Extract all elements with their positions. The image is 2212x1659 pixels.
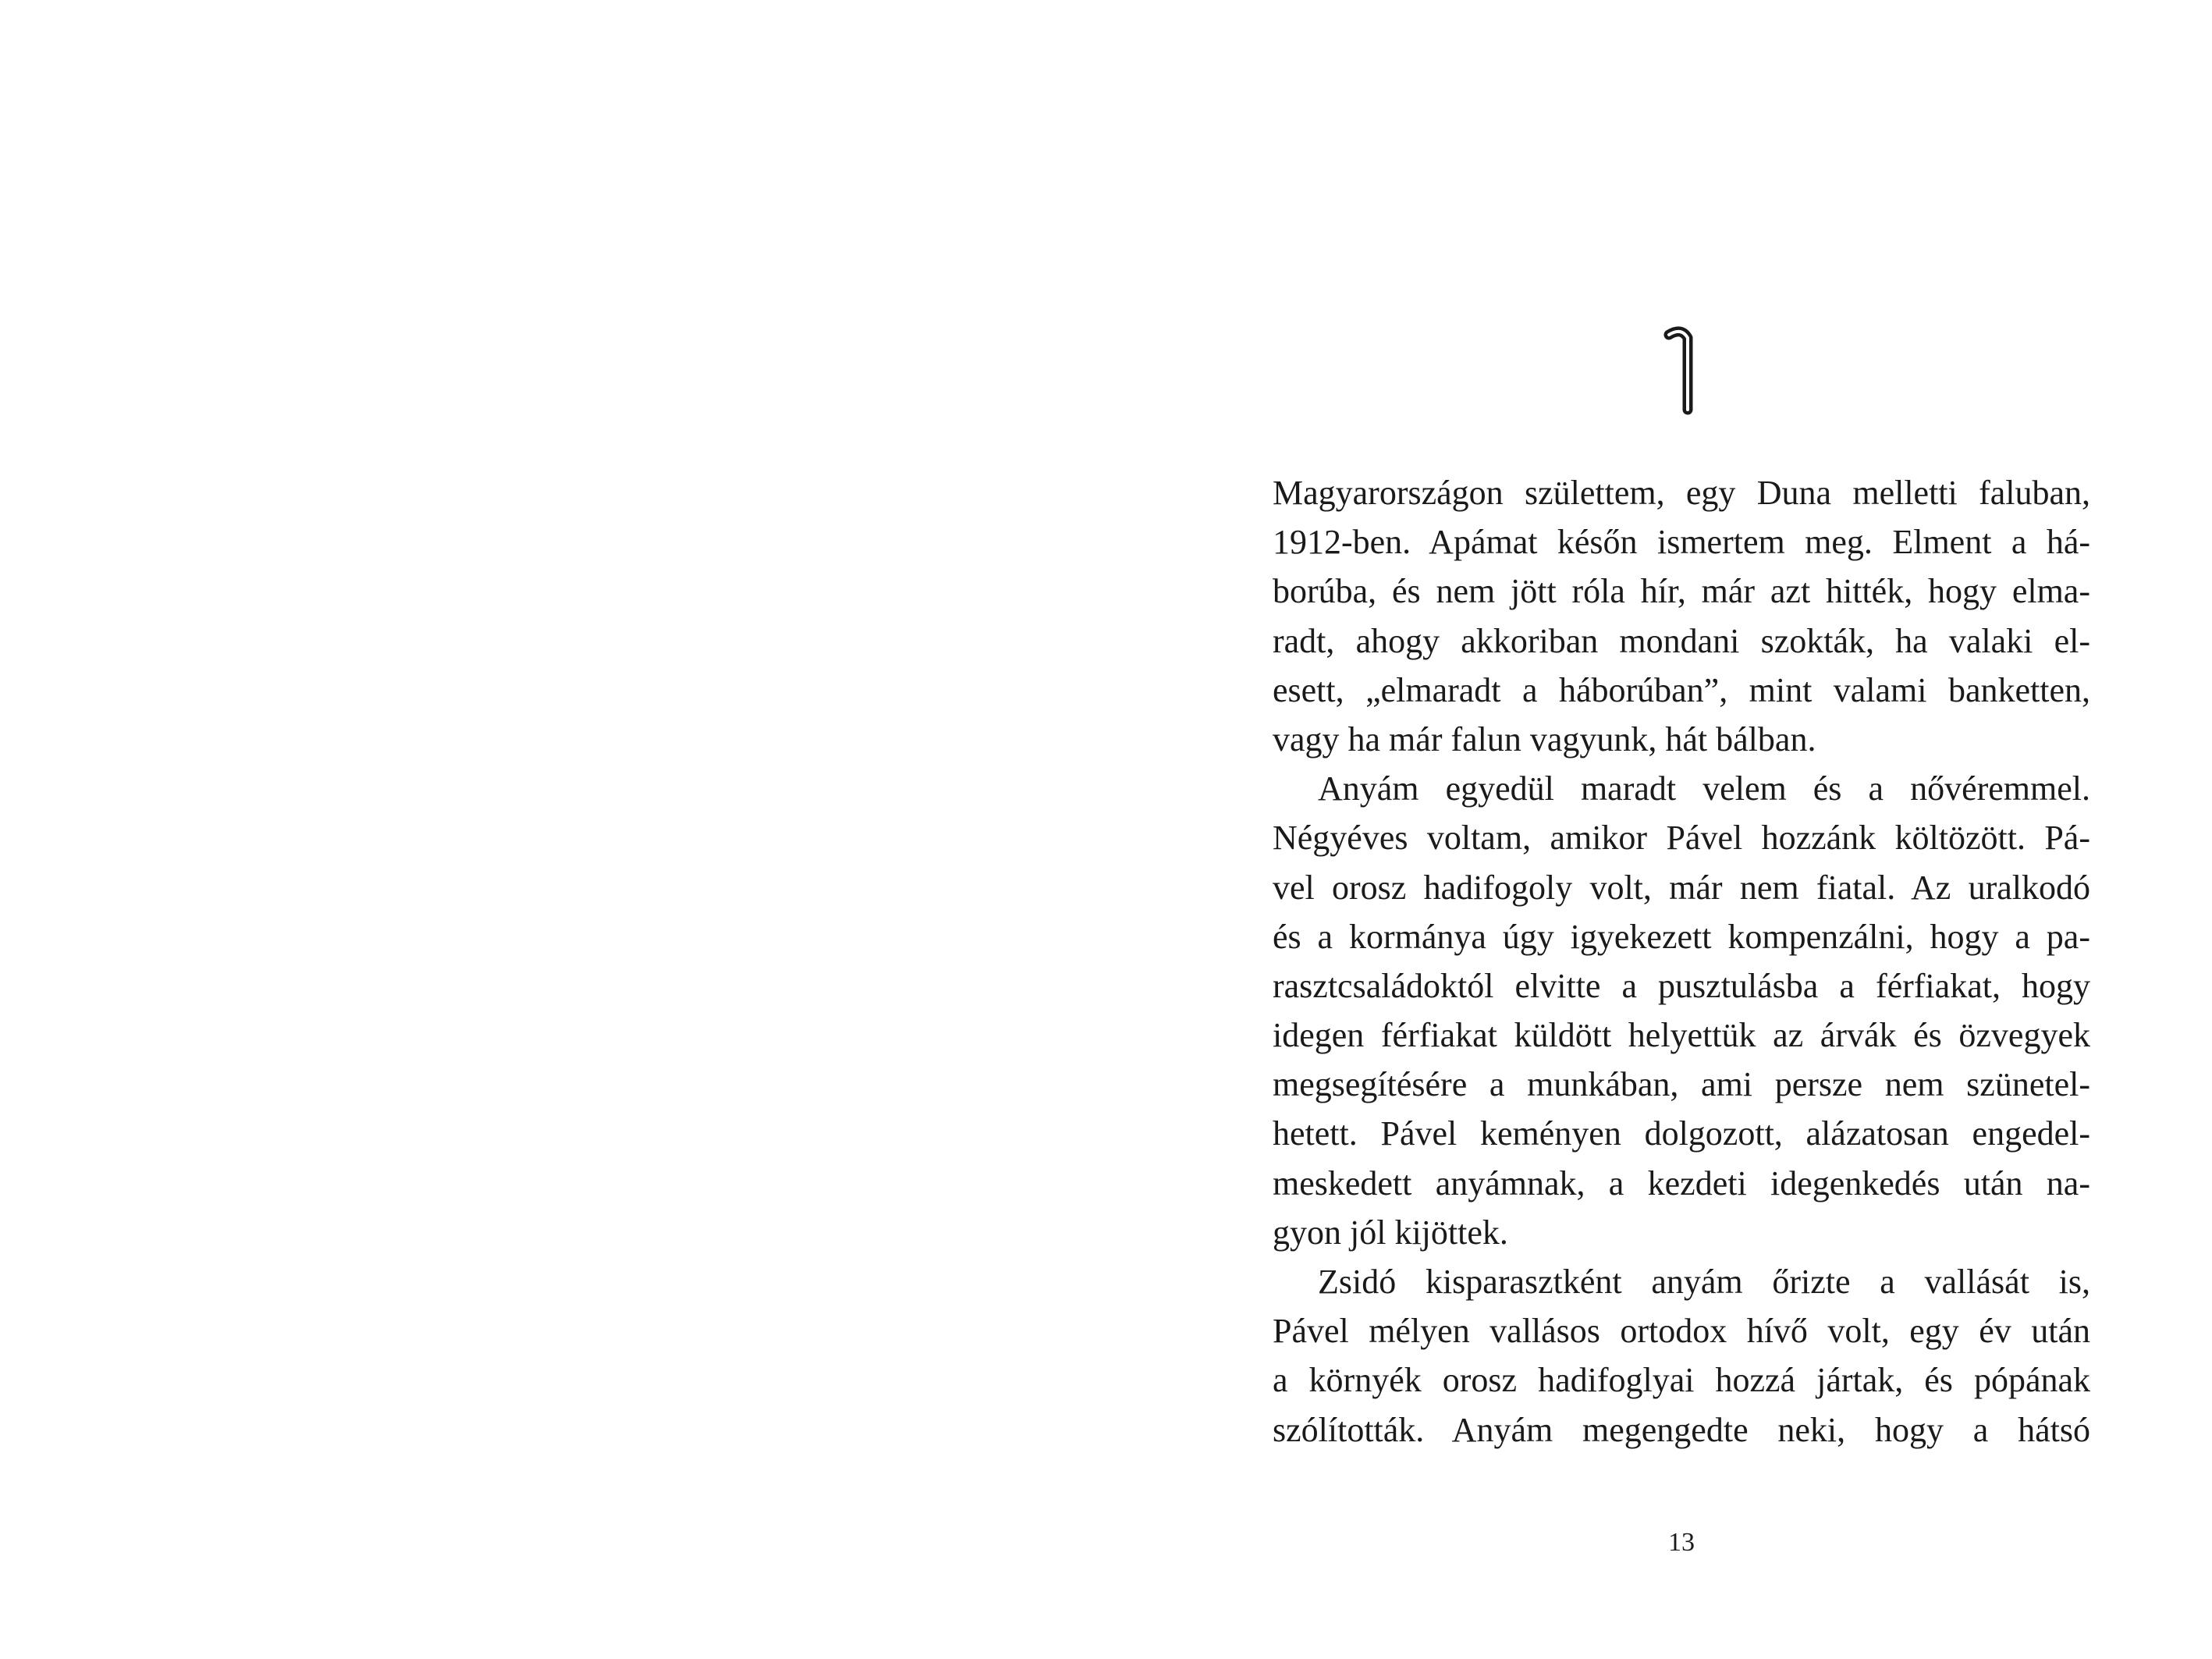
text-line: megsegítésére a munkában, ami persze nem szünetel- <box>1273 1065 2090 1104</box>
text-line: radt, ahogy akkoriban mondani szokták, ha valaki el- <box>1273 621 2090 660</box>
text-line: Négyéves voltam, amikor Pável hozzánk költözött. Pá- <box>1273 819 2090 858</box>
chapter-number <box>1631 320 1732 421</box>
text-line: 1912-ben. Apámat későn ismertem meg. Elment a há- <box>1273 523 2090 562</box>
paragraph <box>1273 1257 2090 1455</box>
text-line: idegen férfiakat küldött helyettük az árvák és özvegyek <box>1273 1016 2090 1055</box>
text-line: hetett. Pável keményen dolgozott, alázatosan engedel- <box>1273 1114 2090 1153</box>
text-line: meskedett anyámnak, a kezdeti idegenkedés után na- <box>1273 1163 2090 1203</box>
text-line: Anyám egyedül maradt velem és a nővéremmel. <box>1318 769 2090 808</box>
text-line: gyon jól kijöttek. <box>1273 1213 1508 1252</box>
text-line: Pável mélyen vallásos ortodox hívő volt, egy év után <box>1273 1312 2090 1351</box>
text-line: szólították. Anyám megengedte neki, hogy a hátsó <box>1273 1410 2090 1449</box>
text-line: esett, „elmaradt a háborúban”, mint valami banketten, <box>1273 670 2090 709</box>
text-line: és a kormánya úgy igyekezett kompenzálni, hogy a pa- <box>1273 917 2090 956</box>
paragraph <box>1273 764 2090 1257</box>
text-line: a környék orosz hadifoglyai hozzá jártak, és pópának <box>1273 1361 2090 1400</box>
text-line: vagy ha már falun vagyunk, hát bálban. <box>1273 719 1816 758</box>
text-line: borúba, és nem jött róla hír, már azt hitték, hogy elma- <box>1273 572 2090 611</box>
text-line: Zsidó kisparasztként anyám őrizte a vallását is, <box>1318 1263 2090 1301</box>
text-line: vel orosz hadifogoly volt, már nem fiatal. Az uralkodó <box>1273 868 2090 907</box>
chapter-number-glyph <box>1658 324 1705 417</box>
text-line: Magyarországon születtem, egy Duna melletti faluban, <box>1273 474 2090 512</box>
page-number: 13 <box>1668 1528 1695 1557</box>
chapter-body-text <box>1273 468 2090 1455</box>
paragraph <box>1273 468 2090 764</box>
text-line: rasztcsaládoktól elvitte a pusztulásba a férfiakat, hogy <box>1273 966 2090 1005</box>
